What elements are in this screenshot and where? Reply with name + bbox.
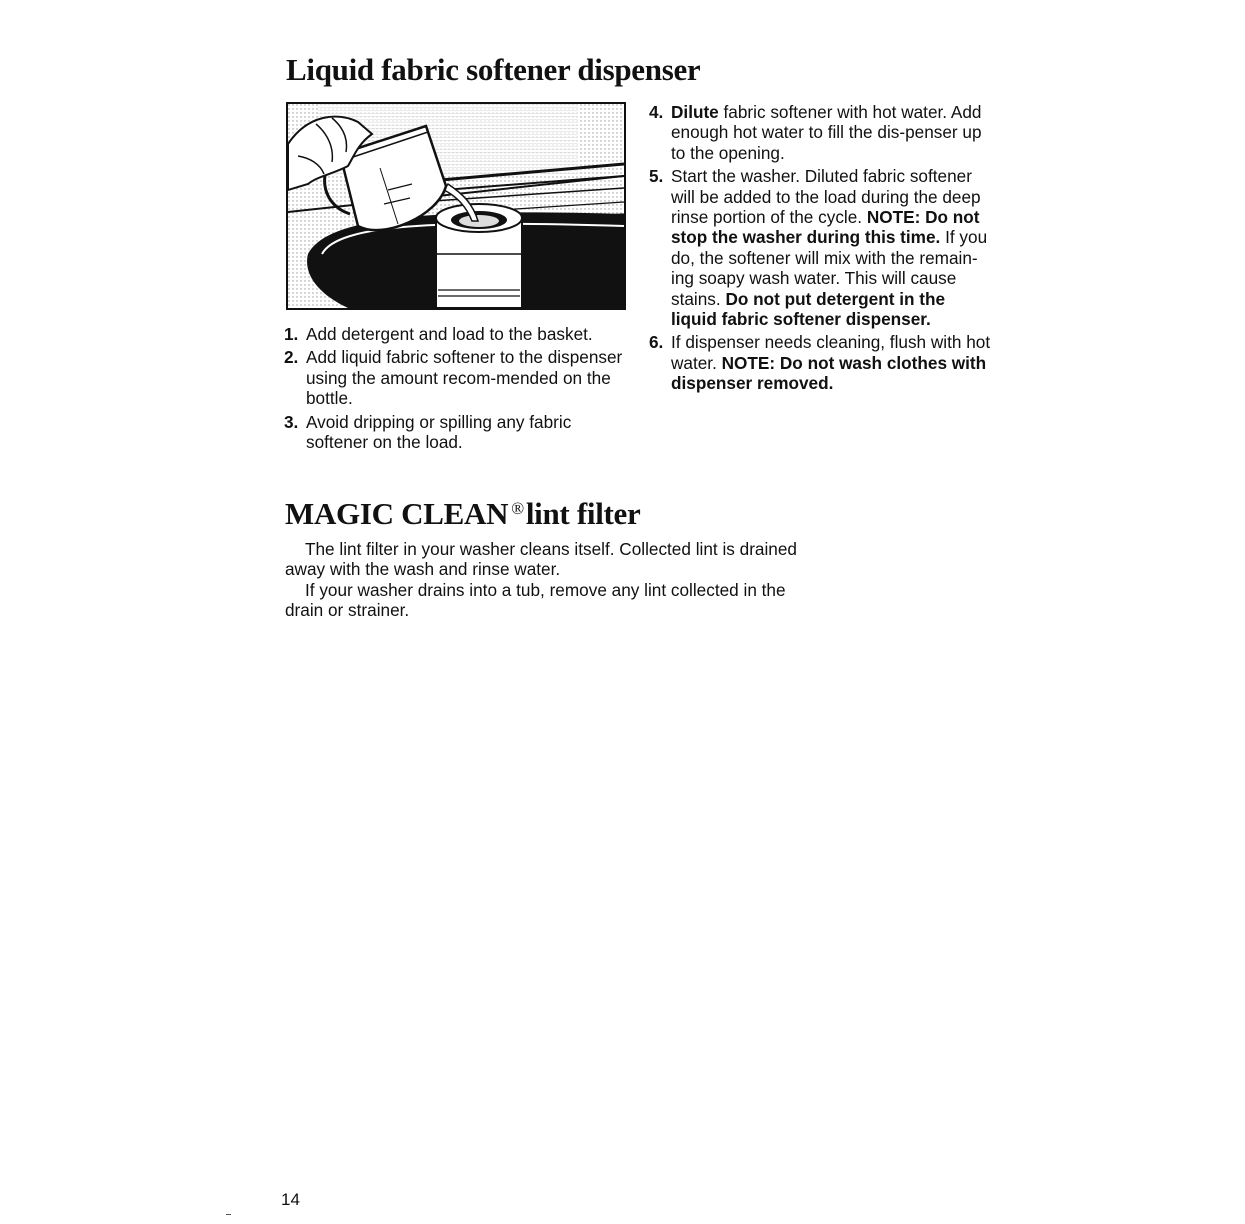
step-text: Add detergent and load to the basket. [306, 324, 593, 344]
section-title-softener: Liquid fabric softener dispenser [286, 52, 701, 87]
step-number: 1. [284, 324, 299, 344]
step-emphasis: Do not put detergent in the liquid fabric softener dispenser. [671, 288, 946, 330]
corner-mark [226, 1214, 231, 1215]
softener-step-5 [649, 166, 994, 329]
step-text: Start the washer. Diluted fabric softener will be added to the load during the deep rinse portion of the cycle. [671, 166, 981, 228]
step-number: 4. [649, 102, 664, 122]
page-number: 14 [281, 1190, 300, 1209]
lint-paragraph: If your washer drains into a tub, remove any lint collected in the drain or strainer. [285, 579, 786, 621]
lint-title-suffix: lint filter [525, 496, 641, 531]
lint-paragraph: The lint filter in your washer cleans itself. Collected lint is drained away with the wash and rinse water. [285, 539, 797, 580]
softener-steps-left [284, 324, 634, 455]
section-title-lint-filter [285, 496, 640, 532]
registered-mark: ® [511, 499, 524, 518]
step-text: fabric softener with hot water. Add enough hot water to fill the dis-penser up to the opening. [671, 102, 982, 163]
step-emphasis: Dilute [671, 102, 719, 122]
softener-steps-right [649, 102, 994, 397]
step-text: Avoid dripping or spilling any fabric softener on the load. [306, 411, 572, 453]
lint-title-brand: MAGIC CLEAN [285, 496, 509, 531]
step-text: Add liquid fabric softener to the dispenser using the amount recom-mended on the bottle. [306, 347, 623, 409]
step-emphasis: NOTE: Do not stop the washer during this time. [671, 207, 980, 248]
softener-step-3 [284, 412, 634, 453]
step-text: If you do, the softener will mix with the remain-ing soapy wash water. This will cause stains. [671, 227, 988, 309]
lint-filter-body [285, 539, 805, 621]
hand-pouring-softener-into-dispenser-illustration [286, 102, 626, 310]
step-number: 6. [649, 332, 664, 353]
softener-step-1 [284, 324, 634, 344]
step-emphasis: NOTE: Do not wash clothes with dispenser removed. [671, 352, 987, 394]
step-text: If dispenser needs cleaning, flush with hot water. [671, 332, 991, 373]
step-number: 3. [284, 411, 299, 432]
step-number: 2. [284, 347, 299, 368]
softener-step-2 [284, 347, 634, 408]
softener-step-4 [649, 102, 994, 163]
step-number: 5. [649, 166, 664, 187]
softener-step-6 [649, 332, 994, 393]
